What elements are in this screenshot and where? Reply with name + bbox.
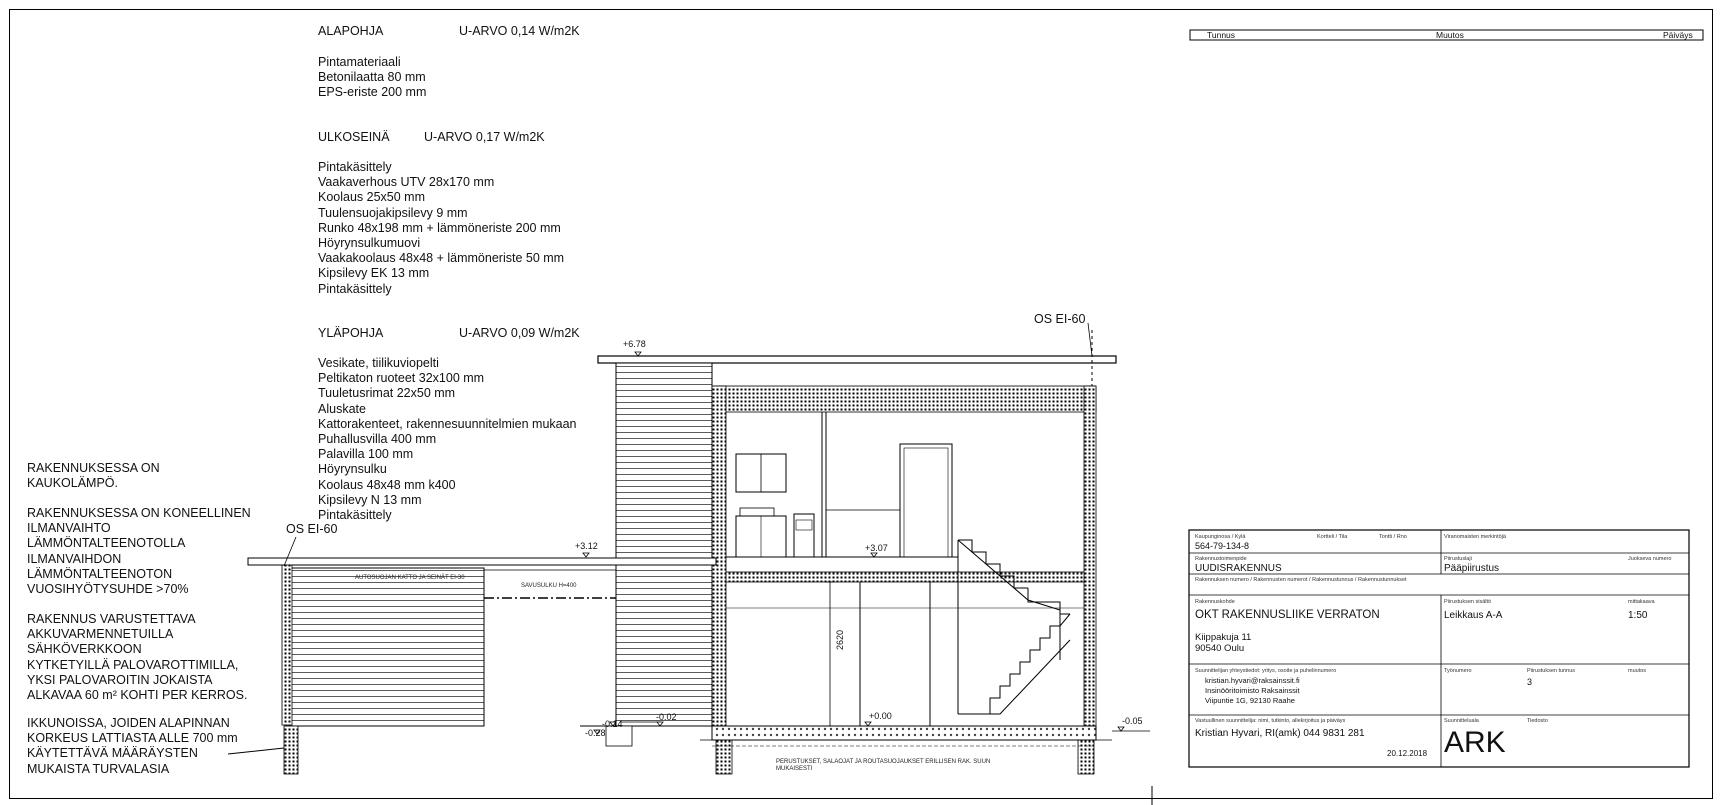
spec-alapohja-heading: ALAPOHJA bbox=[318, 24, 384, 38]
spec-line: Runko 48x198 mm + lämmöneriste 200 mm bbox=[318, 220, 561, 235]
elevation-c: -0.28 bbox=[585, 728, 606, 738]
note-line: KAUKOLÄMPÖ. bbox=[27, 476, 118, 491]
ground-slab bbox=[712, 726, 1096, 740]
spec-line: Aluskate bbox=[318, 401, 366, 416]
tb-address-2: 90540 Oulu bbox=[1195, 643, 1245, 654]
tb-piirustuslaji: Pääpiirustus bbox=[1444, 563, 1500, 574]
carport-post bbox=[282, 565, 292, 725]
toilet bbox=[794, 514, 814, 557]
spec-line: Koolaus 48x48 mm k400 bbox=[318, 477, 456, 492]
tb-label-mittakaava: mittakaava bbox=[1628, 599, 1655, 605]
spec-line: Kattorakenteet, rakennesuunnitelmien mukaan bbox=[318, 416, 577, 431]
tb-label-authority: Viranomaisten merkintöjä bbox=[1444, 534, 1506, 540]
note-line: RAKENNUS VARUSTETTAVA bbox=[27, 612, 196, 626]
spec-line: Kipsilevy N 13 mm bbox=[318, 492, 422, 507]
elevation-top: +6.78 bbox=[623, 339, 646, 349]
spec-ulkoseina-heading: ULKOSEINÄ bbox=[318, 130, 390, 144]
height-dimension: 2620 bbox=[835, 629, 845, 650]
spec-line: EPS-eriste 200 mm bbox=[318, 85, 427, 100]
tb-address-1: Kiippakuja 11 bbox=[1195, 632, 1252, 643]
tb-contact-1: kristian.hyvari@raksainssit.fi bbox=[1205, 676, 1300, 685]
spec-line: Betonilaatta 80 mm bbox=[318, 70, 426, 85]
note-line: LÄMMÖNTALTEENOTOLLA bbox=[27, 536, 186, 551]
tb-date: 20.12.2018 bbox=[1387, 749, 1428, 758]
elevation-carport: +3.12 bbox=[575, 541, 598, 551]
fire-class-label-left: OS EI-60 bbox=[286, 522, 338, 536]
note-line: SÄHKÖVERKKOON bbox=[27, 642, 142, 657]
tb-label-numerot: Rakennuksen numero / Rakennusten numerot / Rakennustunnus / Rakennustunnukset bbox=[1195, 577, 1407, 583]
spec-ylapohja-heading: YLÄPOHJA bbox=[318, 326, 384, 340]
spec-ulkoseina-list bbox=[318, 160, 564, 297]
upper-door bbox=[900, 444, 952, 557]
spec-line: Höyrynsulku bbox=[318, 462, 387, 477]
tb-label-tunnus: Piirustuksen tunnus bbox=[1527, 668, 1575, 674]
tb-label-kortteli: Kortteli / Tila bbox=[1317, 534, 1348, 540]
spec-line: Höyrynsulkumuovi bbox=[318, 236, 421, 251]
carport-wall bbox=[286, 568, 484, 726]
note-smoke-detectors bbox=[27, 612, 247, 703]
note-line: ILMANVAIHTO bbox=[27, 521, 111, 536]
tb-contact-3: Viipuntie 1G, 92130 Raahe bbox=[1205, 696, 1295, 705]
spec-line: Pintakäsittely bbox=[318, 160, 392, 174]
tower-wall bbox=[712, 386, 726, 726]
spec-ylapohja-u-value: U-ARVO 0,09 W/m2K bbox=[459, 326, 580, 340]
spec-alapohja-list bbox=[318, 55, 426, 101]
spec-line: Peltikaton ruoteet 32x100 mm bbox=[318, 371, 485, 386]
intermediate-floor bbox=[726, 572, 1084, 582]
tb-label-juokseva: Juokseva numero bbox=[1628, 556, 1672, 562]
main-roof bbox=[598, 356, 1116, 363]
tb-label-tyonumero: Työnumero bbox=[1444, 668, 1472, 674]
spec-line: Puhallusvilla 400 mm bbox=[318, 432, 437, 447]
tb-label-piirustuslaji: Piirustuslaji bbox=[1444, 556, 1472, 562]
smoke-barrier-label: SAVUSULKU H=400 bbox=[521, 583, 577, 589]
revision-col-tunnus: Tunnus bbox=[1207, 30, 1236, 40]
spec-line: Kipsilevy EK 13 mm bbox=[318, 266, 430, 281]
elevation-b: -0.14 bbox=[602, 719, 623, 729]
elevation-a: -0.02 bbox=[656, 712, 677, 722]
tb-label-toimenpide: Rakennustoimenpide bbox=[1195, 556, 1247, 562]
note-line: KORKEUS LATTIASTA ALLE 700 mm bbox=[27, 731, 238, 746]
carport-roof bbox=[248, 558, 716, 565]
tb-label-suunnitteluala: Suunnitteluala bbox=[1444, 718, 1479, 724]
foundation-note-line: PERUSTUKSET, SALAOJAT JA ROUTASUOJAUKSET ERILLISEN RAK. SUUN bbox=[776, 759, 991, 765]
fire-class-label-right: OS EI-60 bbox=[1034, 312, 1086, 326]
tb-mittakaava: 1:50 bbox=[1628, 610, 1648, 621]
tb-label-kohde: Rakennuskohde bbox=[1195, 599, 1235, 605]
tb-toimenpide: UUDISRAKENNUS bbox=[1195, 563, 1282, 574]
spec-ulkoseina-u-value: U-ARVO 0,17 W/m2K bbox=[424, 130, 545, 144]
tb-contact-2: Insinööritoimisto Raksainssit bbox=[1205, 686, 1300, 695]
tb-label-sisalto: Piirustuksen sisältö bbox=[1444, 599, 1492, 605]
tb-label-vastuullinen: Vastuullinen suunnittelija: nimi, tutkinto, allekirjoitus ja päiväys bbox=[1195, 718, 1346, 724]
tb-kohde: OKT RAKENNUSLIIKE VERRATON bbox=[1195, 609, 1380, 621]
spec-line: Palavilla 100 mm bbox=[318, 447, 414, 462]
note-line: KYTKETYILLÄ PALOVAROTTIMILLA, bbox=[27, 657, 239, 672]
tb-label-tontti: Tontti / Rno bbox=[1379, 534, 1407, 540]
tb-sisalto: Leikkaus A-A bbox=[1444, 610, 1503, 621]
spec-alapohja-u-value: U-ARVO 0,14 W/m2K bbox=[459, 24, 580, 38]
note-line: KÄYTETTÄVÄ MÄÄRÄYSTEN bbox=[27, 746, 198, 761]
note-line: ILMANVAIHDON bbox=[27, 551, 122, 566]
elevation-d: -0.05 bbox=[1122, 716, 1143, 726]
note-line: RAKENNUKSESSA ON KONEELLINEN bbox=[27, 506, 251, 520]
note-district-heating bbox=[27, 461, 160, 491]
staircase bbox=[958, 540, 1070, 714]
revision-col-muutos: Muutos bbox=[1436, 30, 1464, 40]
note-line: MUKAISTA TURVALASIA bbox=[27, 761, 170, 776]
tb-vastuullinen: Kristian Hyvari, RI(amk) 044 9831 281 bbox=[1195, 728, 1365, 739]
note-line: VUOSIHYÖTYSUHDE >70% bbox=[27, 582, 189, 597]
tb-label-muutos: muutos bbox=[1628, 668, 1647, 674]
tower-siding bbox=[616, 363, 712, 726]
spec-line: Pintamateriaali bbox=[318, 55, 401, 69]
spec-line: Vesikate, tiilikuviopelti bbox=[318, 356, 439, 370]
note-line: ALKAVAA 60 m² KOHTI PER KERROS. bbox=[27, 688, 248, 703]
note-line: AKKUVARMENNETUILLA bbox=[27, 627, 174, 642]
note-ventilation bbox=[27, 506, 251, 597]
tb-tunnus: 3 bbox=[1527, 677, 1533, 687]
foundation-note-line: MUKAISESTI bbox=[776, 766, 813, 772]
foundation-right bbox=[1078, 740, 1094, 774]
revision-col-paivays: Päiväys bbox=[1663, 30, 1693, 40]
spec-line: Vaakakoolaus 48x48 + lämmöneriste 50 mm bbox=[318, 251, 565, 266]
elevation-upper-floor: +3.07 bbox=[865, 543, 888, 553]
note-line: RAKENNUKSESSA ON bbox=[27, 461, 160, 475]
note-line: IKKUNOISSA, JOIDEN ALAPINNAN bbox=[27, 716, 230, 730]
foundation-left bbox=[716, 740, 732, 774]
tb-discipline-code: ARK bbox=[1444, 726, 1506, 759]
spec-line: Tuuletusrimat 22x50 mm bbox=[318, 386, 456, 401]
note-line: LÄMMÖNTALTEENOTON bbox=[27, 566, 173, 581]
elevation-ground-floor: +0.00 bbox=[869, 711, 892, 721]
note-safety-glass bbox=[27, 716, 238, 777]
tb-property-id: 564-79-134-8 bbox=[1195, 541, 1250, 551]
right-wall bbox=[1084, 386, 1096, 726]
leader-os-right bbox=[1088, 323, 1092, 356]
spec-ylapohja-list bbox=[318, 356, 577, 523]
spec-line: Pintakäsittely bbox=[318, 508, 392, 523]
spec-line: Tuulensuojakipsilevy 9 mm bbox=[318, 205, 468, 220]
spec-line: Pintakäsittely bbox=[318, 281, 392, 296]
carport-fire-label: AUTOSUOJAN KATTO JA SEINÄT EI-30 bbox=[355, 575, 465, 581]
roof-insulation bbox=[714, 386, 1096, 412]
tb-label-kaupunginosa: Kaupunginosa / Kylä bbox=[1195, 534, 1246, 540]
tb-label-tiedosto: Tiedosto bbox=[1527, 718, 1548, 724]
note-line: YKSI PALOVAROITIN JOKAISTA bbox=[27, 672, 213, 687]
foundation-note bbox=[776, 759, 990, 773]
tb-label-suunnittelija: Suunnittelijan yhteystiedot: yritys, osoite ja puhelinnumero bbox=[1195, 668, 1337, 674]
spec-line: Koolaus 25x50 mm bbox=[318, 190, 426, 205]
spec-line: Vaakaverhous UTV 28x170 mm bbox=[318, 175, 495, 190]
